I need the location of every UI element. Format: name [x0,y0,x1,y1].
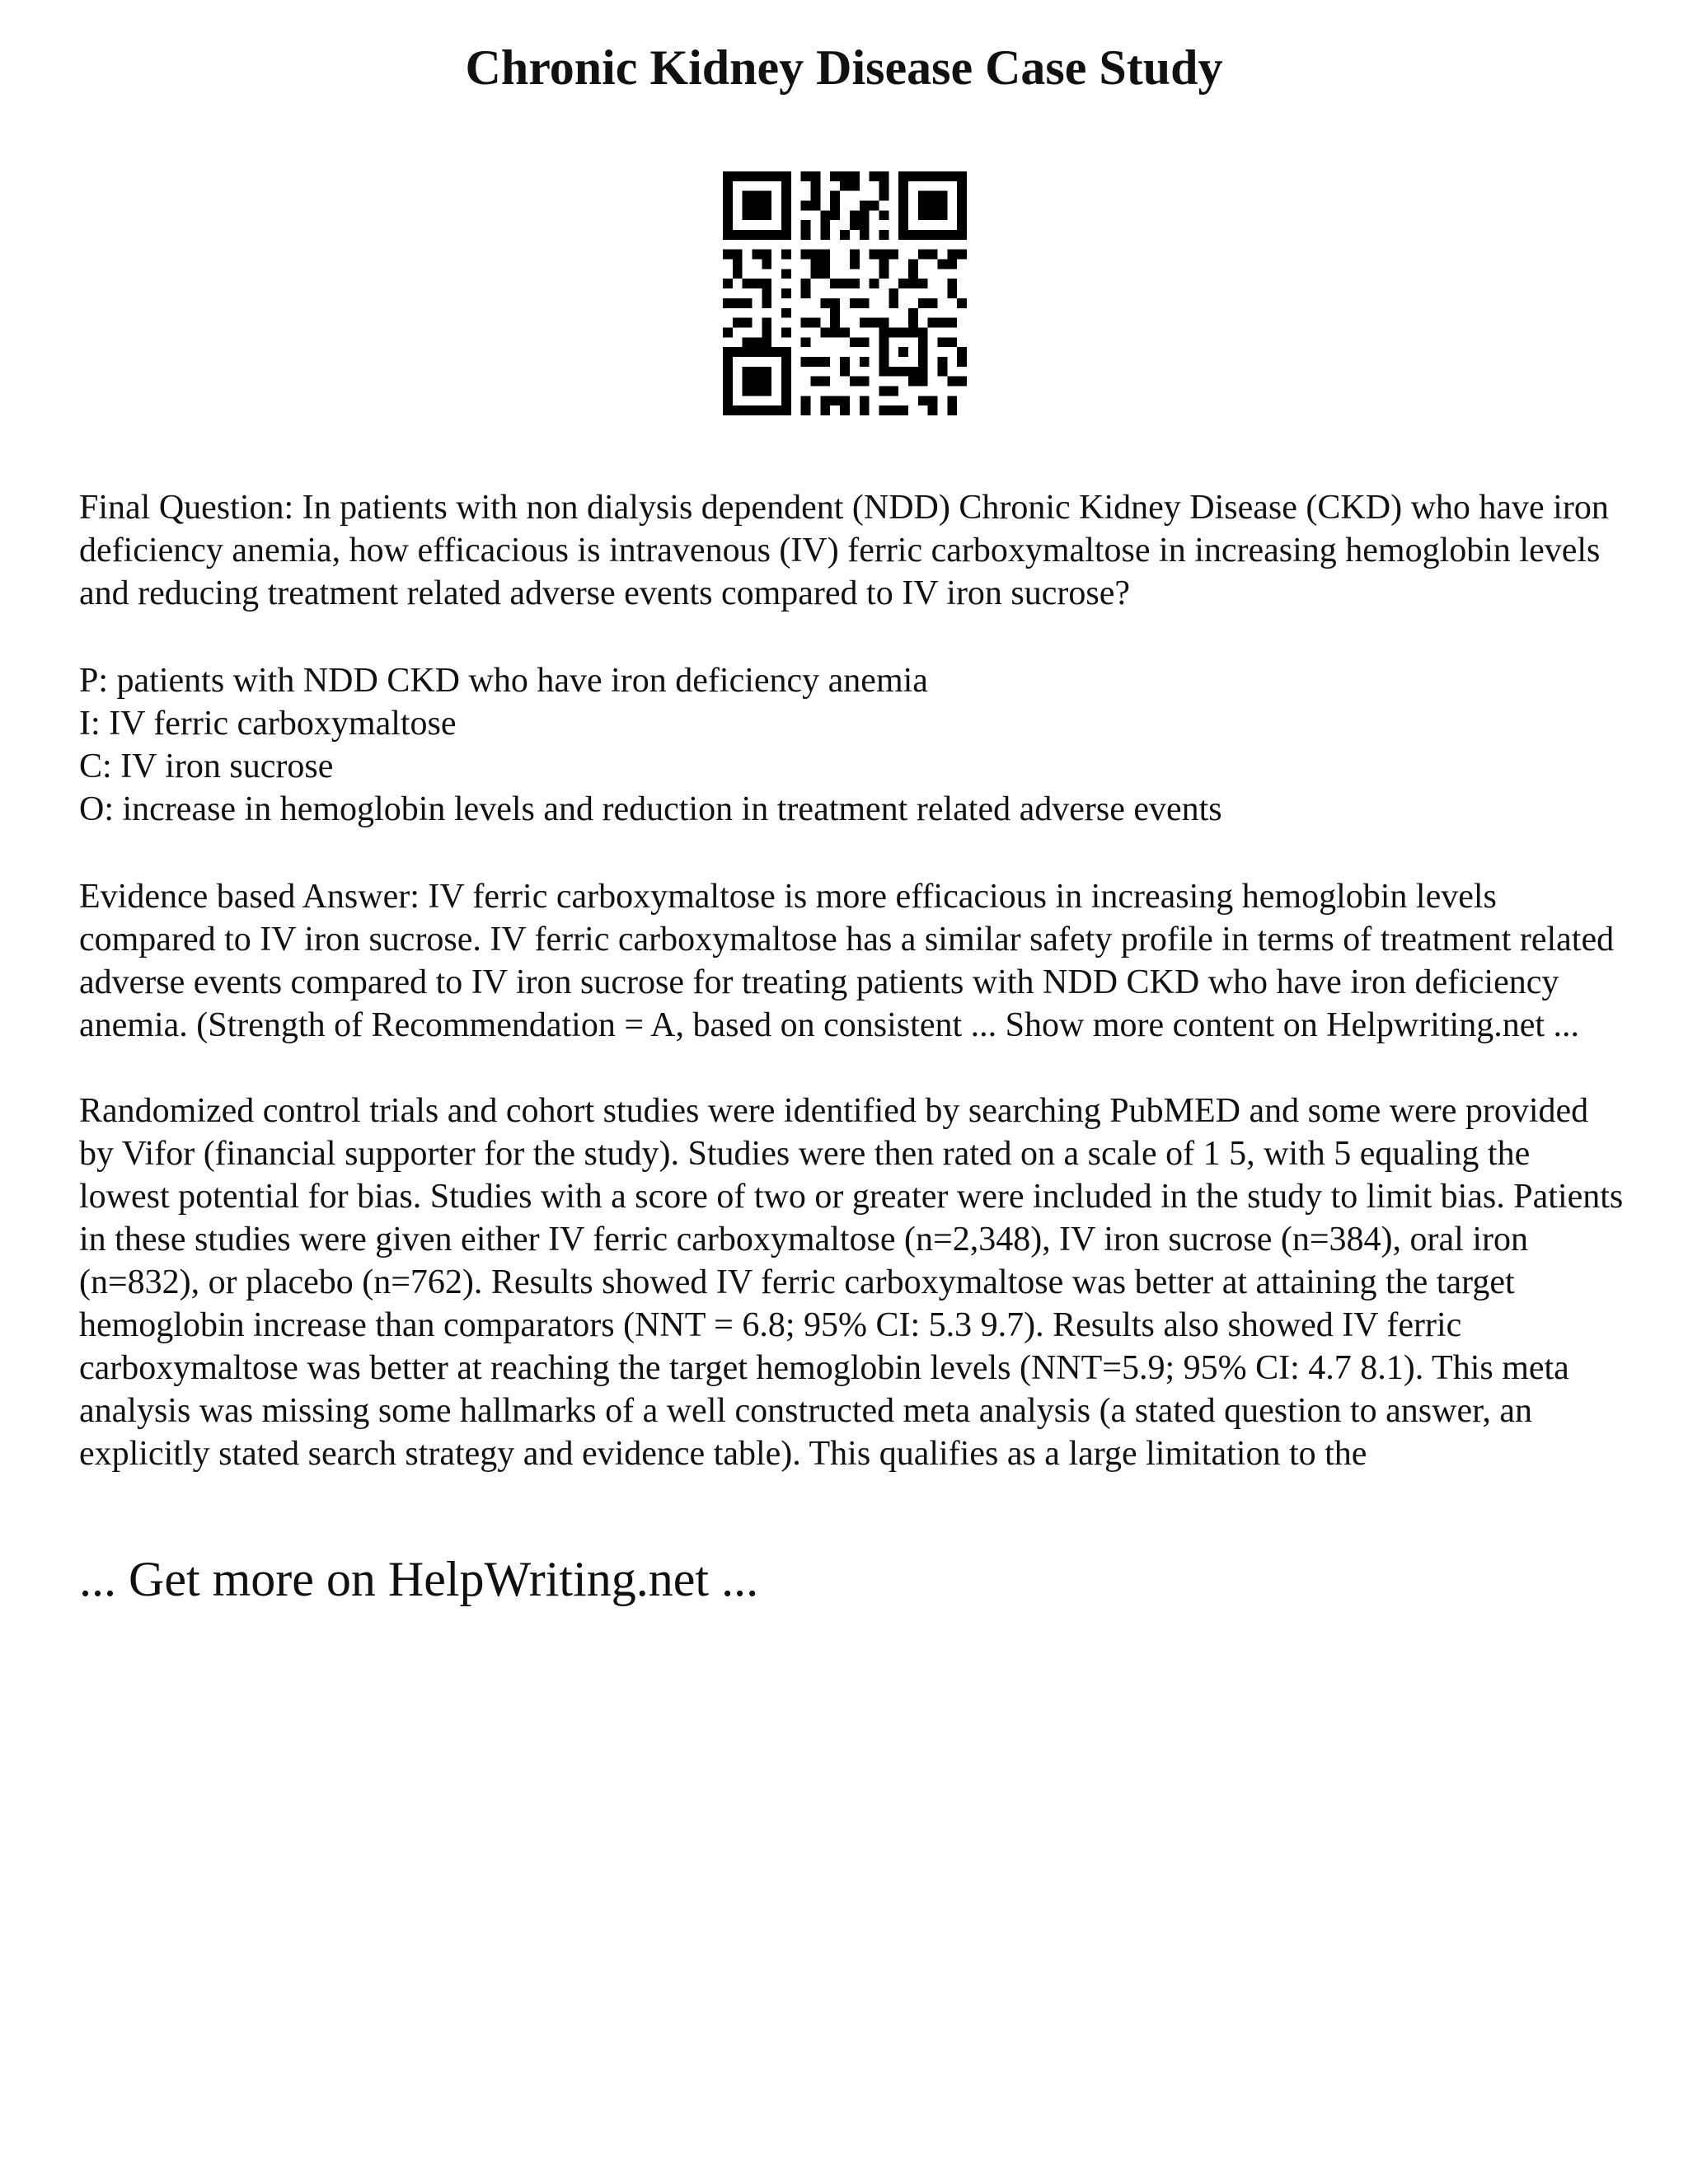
final-question-paragraph: Final Question: In patients with non dialysis dependent (NDD) Chronic Kidney Disease (CKD) who have iron deficiency anemia, how efficacious is intravenous (IV) ferric carboxymaltose in increasing hemoglobin levels and reducing treatment related adverse events compared to IV iron sucrose? [79,489,1609,612]
qr-code-graphic [723,171,967,415]
methods-paragraph: Randomized control trials and cohort studies were identified by searching PubMED and some were provided by Vifor (financial supporter for the study). Studies were then rated on a scale of 1 5, with 5 equaling the lowest potential for bias. Studies with a score of two or greater were included in the study to limit bias. Patients in these studies were given either IV ferric carboxymaltose (n=2,348), IV iron sucrose (n=384), oral iron (n=832), or placebo (n=762). Results showed IV ferric carboxymaltose was better at attaining the target hemoglobin increase than comparators (NNT = 6.8; 95% CI: 5.3 9.7). Results also showed IV ferric carboxymaltose was better at reaching the target hemoglobin levels (NNT=5.9; 95% CI: 4.7 8.1). This meta analysis was missing some hallmarks of a well constructed meta analysis (a stated question to answer, an explicitly stated search strategy and evidence table). This qualifies as a large limitation to the [79,1092,1624,1473]
pico-population: P: patients with NDD CKD who have iron deficiency anemia [79,662,928,700]
pico-list [79,659,1629,831]
evidence-answer-paragraph: Evidence based Answer: IV ferric carboxymaltose is more efficacious in increasing hemoglobin levels compared to IV iron sucrose. IV ferric carboxymaltose has a similar safety profile in terms of treatment related adverse events compared to IV iron sucrose for treating patients with NDD CKD who have iron deficiency anemia. (Strength of Recommendation = A, based on consistent ... Show more content on Helpwriting.net ... [79,878,1615,1044]
pico-comparison: C: IV iron sucrose [79,748,334,785]
get-more-link[interactable]: ... Get more on HelpWriting.net ... [79,1552,759,1606]
qr-code-icon[interactable] [723,171,967,415]
page-title: Chronic Kidney Disease Case Study [465,40,1223,95]
pico-outcome: O: increase in hemoglobin levels and reduction in treatment related adverse events [79,790,1222,828]
pico-intervention: I: IV ferric carboxymaltose [79,705,457,743]
